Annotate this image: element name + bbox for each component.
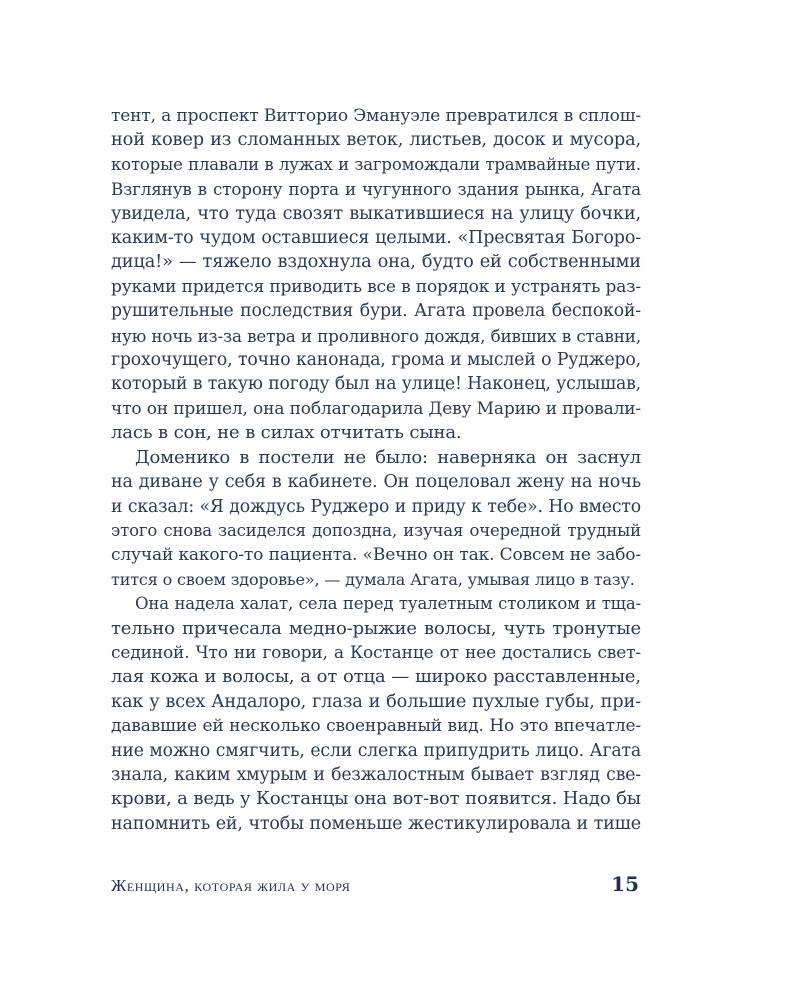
text-line-paragraph-end: лась в сон, не в силах отчитать сына.: [111, 422, 462, 444]
text-line: который в такую погоду был на улице! Наконец, услышав,: [111, 374, 641, 395]
text-line: тельно причесала медно-рыжие волосы, чуть тронутые: [111, 617, 641, 639]
text-line: каким-то чудом оставшиеся целыми. «Пресвятая Богоро-: [111, 228, 641, 249]
text-line: ной ковер из сломанных веток, листьев, досок и мусора,: [111, 130, 641, 151]
text-line: и сказал: «Я дождусь Руджеро и приду к тебе». Но вместо: [111, 496, 641, 517]
text-line: сединой. Что ни говори, а Костанце от нее достались свет-: [111, 642, 641, 663]
text-line: на диване у себя в кабинете. Он поцеловал жену на ночь: [111, 472, 641, 493]
body-text: [111, 104, 641, 836]
text-line: знала, каким хмурым и безжалостным бывает взгляд све-: [111, 764, 641, 785]
text-line: рушительные последствия бури. Агата провела беспокой-: [111, 301, 641, 322]
text-line: лая кожа и волосы, а от отца — широко расставленные,: [111, 666, 641, 688]
text-line: дица!» — тяжело вздохнула она, будто ей собственными: [111, 252, 641, 273]
text-line-paragraph-end: тится о своем здоровье», — думала Агата, умывая лицо в тазу.: [111, 569, 635, 589]
text-line: которые плавали в лужах и загромождали трамвайные пути.: [111, 154, 641, 174]
text-line: ние можно смягчить, если слегка припудрить лицо. Агата: [111, 740, 641, 761]
text-line: грохочущего, точно канонада, грома и мыслей о Руджеро,: [111, 350, 641, 371]
text-line: руками придется приводить все в порядок и устранять раз-: [111, 276, 641, 297]
text-line: крови, а ведь у Костанцы она вот-вот появится. Надо бы: [111, 788, 641, 810]
text-line: дававшие ей несколько своенравный вид. Но это впечатле-: [111, 716, 641, 737]
text-line: как у всех Андалоро, глаза и большие пухлые губы, при-: [111, 691, 641, 712]
text-line: случай какого-то пациента. «Вечно он так. Совсем не забо-: [111, 545, 641, 566]
text-line: Взглянув в сторону порта и чугунного здания рынка, Агата: [111, 179, 641, 200]
text-line: увидела, что туда свозят выкатившиеся на улицу бочки,: [111, 203, 641, 224]
text-line: этого снова засиделся допоздна, изучая очередной трудный: [111, 520, 641, 540]
page-footer: [111, 872, 639, 896]
text-line: тент, а проспект Витторио Эмануэле превратился в сплош-: [111, 106, 641, 126]
text-line-paragraph-start: Она надела халат, села перед туалетным столиком и тща-: [135, 594, 641, 614]
text-line: что он пришел, она поблагодарила Деву Марию и провали-: [111, 398, 641, 419]
running-title: Женщина, которая жила у моря: [111, 876, 351, 895]
text-line: напомнить ей, чтобы поменьше жестикулировала и тише: [111, 813, 641, 834]
text-line-paragraph-start: Доменико в постели не было: наверняка он заснул: [135, 446, 641, 468]
page-number: 15: [611, 872, 639, 896]
text-line: ную ночь из-за ветра и проливного дождя, бивших в ставни,: [111, 325, 641, 346]
